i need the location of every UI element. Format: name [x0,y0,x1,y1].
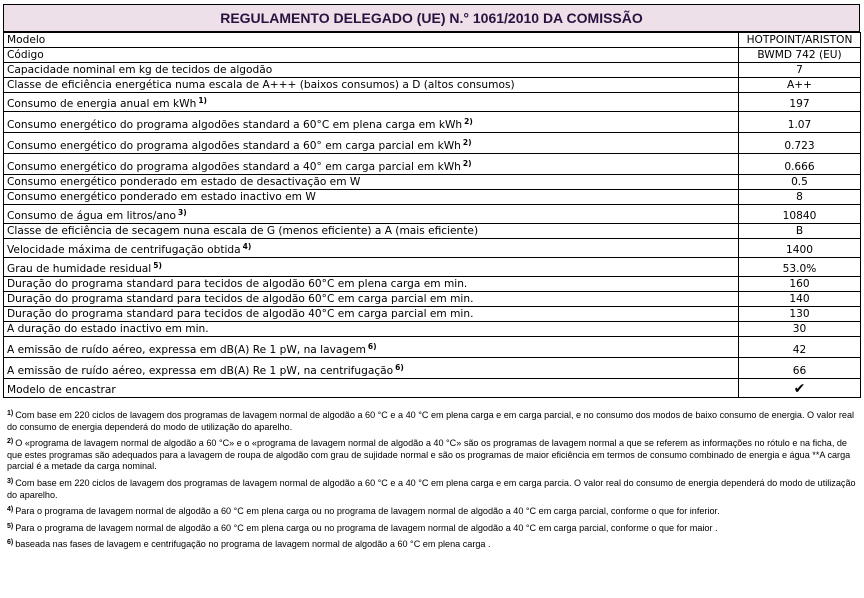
spec-label: Consumo de água em litros/ano [7,210,177,222]
spec-row [4,322,861,337]
footnote-mark: 1) [7,410,14,417]
spec-row [4,33,861,48]
spec-row [4,93,861,112]
spec-label-cell [4,224,739,239]
footnote [7,506,857,518]
spec-label-cell [4,133,739,154]
spec-label: Duração do programa standard para tecidos de algodão 60°C em plena carga em min. [7,278,468,290]
footnote-ref: 3) [178,208,187,217]
spec-row [4,48,861,63]
regulation-sheet [3,4,860,398]
spec-row [4,112,861,133]
spec-label: Consumo energético ponderado em estado de desactivação em W [7,176,361,188]
spec-label-cell [4,78,739,93]
spec-row [4,307,861,322]
spec-label-cell [4,322,739,337]
spec-value: 1.07 [739,112,861,133]
spec-label-cell [4,358,739,379]
footnote-ref: 2) [462,159,472,168]
spec-label: Velocidade máxima de centrifugação obtida [7,244,241,256]
spec-value [739,379,861,398]
footnote-ref: 6) [367,342,377,351]
footnote-ref: 4) [242,242,252,251]
spec-row [4,175,861,190]
spec-label: Consumo energético ponderado em estado inactivo em W [7,191,316,203]
spec-label: Consumo energético do programa algodões standard a 40° em carga parcial em kWh [7,161,461,173]
spec-label: A duração do estado inactivo em min. [7,323,209,335]
spec-label-cell [4,175,739,190]
spec-row [4,154,861,175]
spec-label-cell [4,93,739,112]
spec-value: HOTPOINT/ARISTON [739,33,861,48]
spec-label-cell [4,239,739,258]
spec-label: Duração do programa standard para tecidos de algodão 60°C em carga parcial em min. [7,293,474,305]
spec-row [4,358,861,379]
spec-label-cell [4,154,739,175]
spec-value: 8 [739,190,861,205]
spec-table [3,32,861,398]
spec-row [4,292,861,307]
check-icon: ✔ [793,381,806,397]
spec-row [4,224,861,239]
spec-label-cell [4,258,739,277]
spec-label: Grau de humidade residual [7,263,152,275]
footnote-text: Com base em 220 ciclos de lavagem dos programas de lavagem normal de algodão a 60 °C e a 40 °C em plena carga e em carga parcia. O valor real do consumo de energia dependerá do modo de utilização do aparelho. [7,477,856,500]
spec-value: A++ [739,78,861,93]
spec-row [4,277,861,292]
footnote-mark: 4) [7,506,14,514]
spec-label: Classe de eficiência energética numa escala de A+++ (baixos consumos) a D (altos consumos) [7,79,515,91]
footnote-text: Com base em 220 ciclos de lavagem dos programas de lavagem normal de algodão a 60 °C e a 40 °C em plena carga e em carga parcial, e no consumo dos modos de baixo consumo de energia. O valor real do consumo de energia dependerá do modo de utilização do aparelho. [7,410,855,432]
spec-label: Código [7,49,44,61]
spec-value: BWMD 742 (EU) [739,48,861,63]
spec-label-cell [4,33,739,48]
footnote-ref: 5) [153,261,162,270]
footnote-mark: 3) [7,477,14,485]
spec-label: Consumo energético do programa algodões standard a 60°C em plena carga em kWh [7,119,463,131]
spec-label-cell [4,63,739,78]
footnote-text: O «programa de lavagem normal de algodão a 60 °C» e o «programa de lavagem normal de algodão a 40 °C» são os programas de lavagem normal a que se referem as informações no rótulo e na ficha, de que estes programas são adequados para a lavagem de roupa de algodão com grau de sujidade normal e são os programas de maior eficiência em termos de consumo combinado de energia e água **A carga parcial é a metade da carga nominal. [7,438,851,472]
footnote-mark: 6) [7,539,14,547]
spec-value: 1400 [739,239,861,258]
spec-value: 197 [739,93,861,112]
spec-label-cell [4,205,739,224]
spec-value: 140 [739,292,861,307]
spec-value: 7 [739,63,861,78]
footnote-text: baseada nas fases de lavagem e centrifugação no programa de lavagem normal de algodão a 60 °C em plena carga . [15,539,491,550]
spec-row [4,258,861,277]
spec-row [4,63,861,78]
spec-value: 53.0% [739,258,861,277]
footnote [7,523,857,535]
spec-label-cell [4,277,739,292]
footnote [7,539,857,551]
spec-value: 0.5 [739,175,861,190]
spec-row [4,78,861,93]
spec-label: Modelo de encastrar [7,384,116,396]
spec-label-cell [4,48,739,63]
sheet-title: REGULAMENTO DELEGADO (UE) N.° 1061/2010 DA COMISSÃO [3,4,860,32]
spec-label: Consumo energético do programa algodões standard a 60° em carga parcial em kWh [7,140,461,152]
footnote-text: Para o programa de lavagem normal de algodão a 60 °C em plena carga ou no programa de lavagem normal de algodão a 40 °C em carga parcial, conforme o que for maior . [15,522,718,533]
spec-row [4,190,861,205]
footnotes [7,410,857,556]
spec-label: Modelo [7,34,46,46]
spec-label-cell [4,379,739,398]
spec-value: 0.723 [739,133,861,154]
spec-label-cell [4,307,739,322]
spec-value: B [739,224,861,239]
footnote [7,478,857,501]
spec-row [4,379,861,398]
footnote-ref: 2) [464,117,473,126]
spec-label-cell [4,337,739,358]
spec-label: Duração do programa standard para tecidos de algodão 40°C em carga parcial em min. [7,308,474,320]
spec-value: 66 [739,358,861,379]
spec-label: Classe de eficiência de secagem nuna escala de G (menos eficiente) a A (mais eficiente) [7,225,479,237]
spec-label: A emissão de ruído aéreo, expressa em dB(A) Re 1 pW, na lavagem [7,344,366,356]
footnote-ref: 1) [198,96,207,105]
spec-label-cell [4,190,739,205]
spec-value: 130 [739,307,861,322]
footnote-text: Para o programa de lavagem normal de algodão a 60 °C em plena carga ou no programa de lavagem normal de algodão a 40 °C em carga parcial, conforme o que for inferior. [15,506,720,517]
spec-row [4,239,861,258]
spec-label-cell [4,112,739,133]
spec-label: A emissão de ruído aéreo, expressa em dB(A) Re 1 pW, na centrifugação [7,365,394,377]
spec-value: 160 [739,277,861,292]
spec-label-cell [4,292,739,307]
spec-row [4,337,861,358]
footnote [7,410,857,433]
spec-value: 10840 [739,205,861,224]
footnote [7,438,857,473]
spec-value: 30 [739,322,861,337]
spec-row [4,205,861,224]
footnote-mark: 5) [7,522,14,530]
spec-value: 0.666 [739,154,861,175]
spec-label: Capacidade nominal em kg de tecidos de algodão [7,64,273,76]
footnote-ref: 6) [395,363,404,372]
footnote-ref: 2) [462,138,472,147]
footnote-mark: 2) [7,438,14,446]
spec-value: 42 [739,337,861,358]
spec-label: Consumo de energia anual em kWh [7,98,197,110]
spec-row [4,133,861,154]
